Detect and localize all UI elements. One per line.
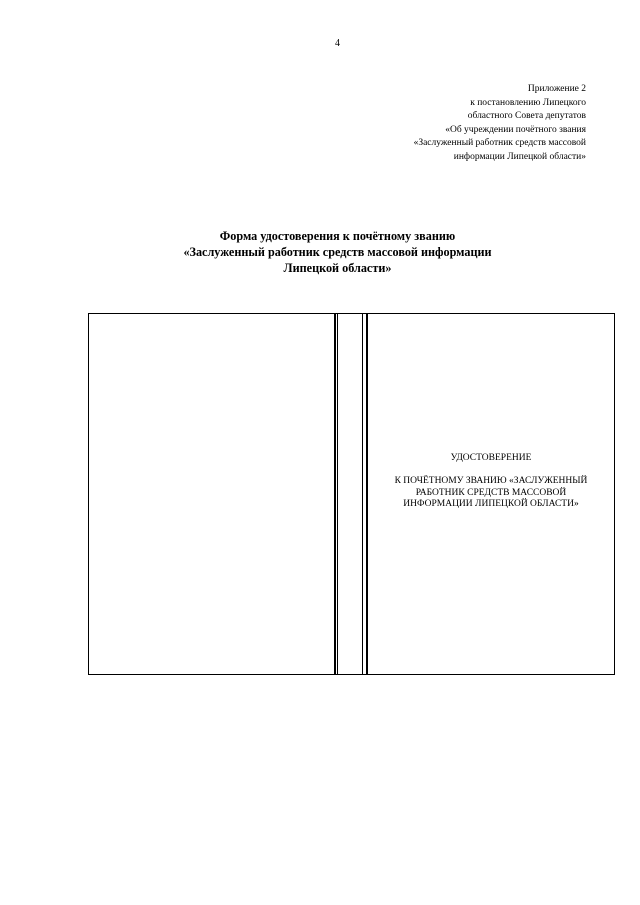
certificate-title-line: К ПОЧЁТНОМУ ЗВАНИЮ «ЗАСЛУЖЕННЫЙ: [394, 476, 588, 486]
form-title-line: Липецкой области»: [283, 261, 392, 275]
form-title-line: Форма удостоверения к почётному званию: [219, 229, 456, 243]
appendix-line: областного Совета депутатов: [467, 111, 586, 122]
certificate-spine-inner: [337, 314, 363, 674]
appendix-line: Приложение 2: [527, 84, 586, 94]
appendix-line: к постановлению Липецкого: [470, 97, 586, 108]
page-number: 4: [335, 38, 340, 49]
certificate-back-cover: [88, 313, 335, 675]
certificate-front-cover: [367, 313, 615, 675]
certificate-heading: УДОСТОВЕРЕНИЕ: [450, 453, 532, 463]
form-title-line: «Заслуженный работник средств массовой информации: [183, 245, 492, 259]
appendix-line: «Заслуженный работник средств массовой: [413, 138, 586, 149]
appendix-line: «Об учреждении почётного звания: [445, 124, 586, 135]
certificate-title-line: ИНФОРМАЦИИ ЛИПЕЦКОЙ ОБЛАСТИ»: [403, 499, 579, 509]
form-title: [87, 228, 588, 276]
appendix-note: [286, 83, 586, 165]
appendix-line: информации Липецкой области»: [453, 151, 586, 162]
certificate-spine: [335, 313, 367, 675]
certificate-title: [378, 476, 604, 511]
certificate-title-line: РАБОТНИК СРЕДСТВ МАССОВОЙ: [415, 487, 567, 498]
